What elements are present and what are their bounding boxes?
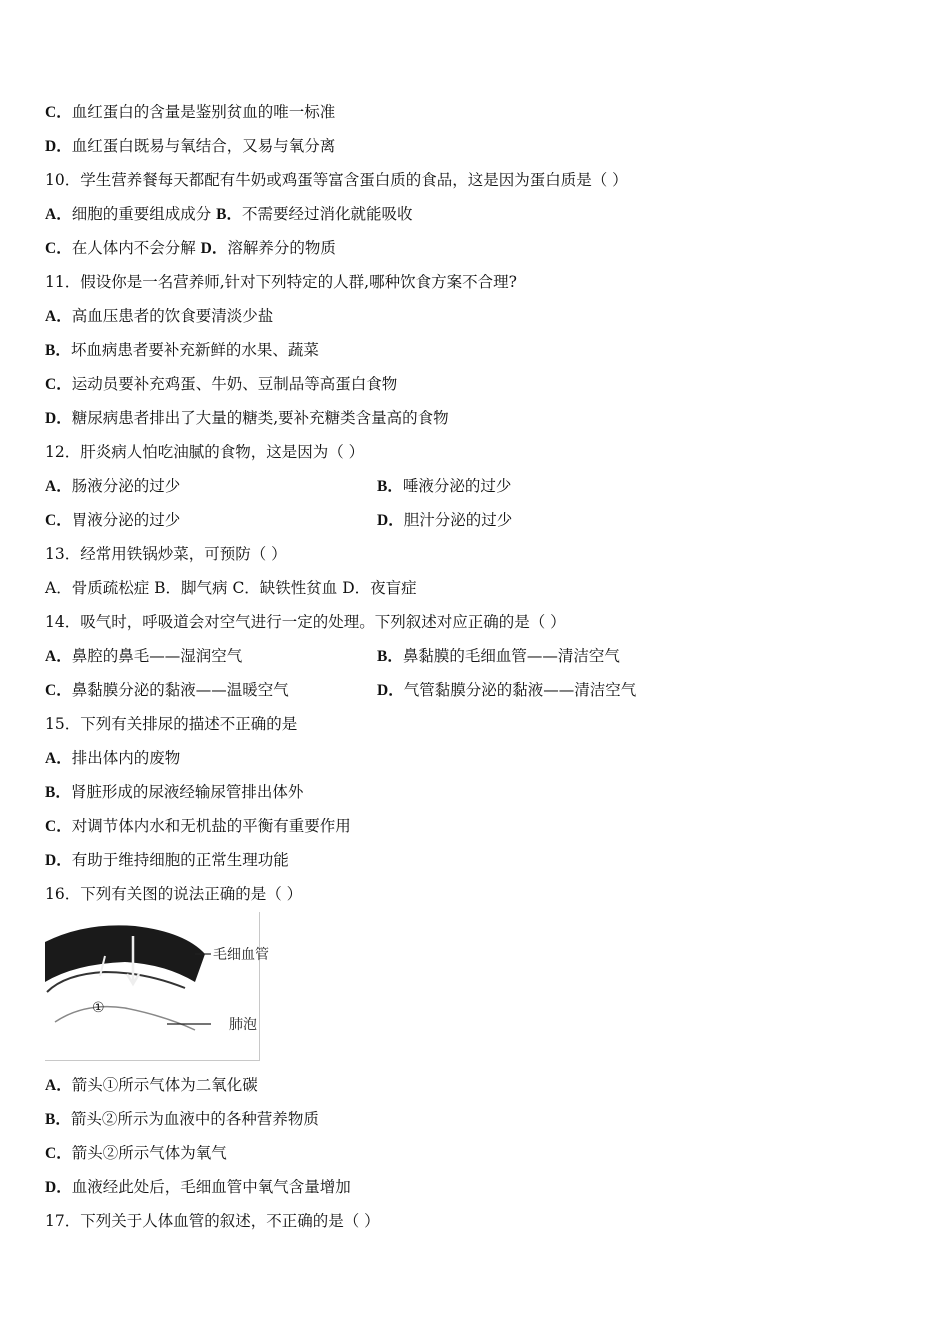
question-16: 16．下列有关图的说法正确的是（ ）	[45, 885, 303, 903]
alveolus-diagram	[45, 912, 269, 1060]
question-11: 11．假设你是一名营养师,针对下列特定的人群,哪种饮食方案不合理?	[45, 273, 517, 291]
alveolus-label: 肺泡	[229, 1017, 257, 1033]
alveolus-wall-line	[47, 972, 185, 992]
q10-options-ab: A．细胞的重要组成成分 B．不需要经过消化就能吸收	[45, 205, 413, 223]
question-10: 10．学生营养餐每天都配有牛奶或鸡蛋等富含蛋白质的食品，这是因为蛋白质是（ ）	[45, 171, 628, 189]
q15-option-b: B．肾脏形成的尿液经输尿管排出体外	[45, 783, 304, 801]
q12-options-row-1: A．肠液分泌的过少 B．唾液分泌的过少	[45, 477, 512, 495]
question-17: 17．下列关于人体血管的叙述，不正确的是（ ）	[45, 1212, 380, 1230]
question-15: 15．下列有关排尿的描述不正确的是	[45, 715, 298, 733]
q15-option-d: D．有助于维持细胞的正常生理功能	[45, 851, 289, 869]
q16-option-b: B．箭头②所示为血液中的各种营养物质	[45, 1110, 319, 1128]
q16-option-c: C．箭头②所示气体为氧气	[45, 1144, 227, 1162]
option-d-line: D．血红蛋白既易与氧结合，又易与氧分离	[45, 137, 336, 155]
q16-option-d: D．血液经此处后，毛细血管中氧气含量增加	[45, 1178, 351, 1196]
alveolus-capillary-figure	[45, 912, 269, 1061]
q11-option-b: B．坏血病患者要补充新鲜的水果、蔬菜	[45, 341, 319, 359]
q15-option-c: C．对调节体内水和无机盐的平衡有重要作用	[45, 817, 351, 835]
alveolus-wall-line-lower	[55, 1007, 195, 1030]
q14-options-row-2: C．鼻黏膜分泌的黏液——温暖空气 D．气管黏膜分泌的黏液——清洁空气	[45, 681, 637, 699]
q16-option-a: A．箭头①所示气体为二氧化碳	[45, 1076, 258, 1094]
q14-options-row-1: A．鼻腔的鼻毛——湿润空气 B．鼻黏膜的毛细血管——清洁空气	[45, 647, 620, 665]
q13-options: A．骨质疏松症 B．脚气病 C．缺铁性贫血 D．夜盲症	[45, 579, 417, 597]
q10-options-cd: C．在人体内不会分解 D．溶解养分的物质	[45, 239, 336, 257]
q12-options-row-2: C．胃液分泌的过少 D．胆汁分泌的过少	[45, 511, 513, 529]
q11-option-a: A．高血压患者的饮食要清淡少盐	[45, 307, 274, 325]
q11-option-d: D．糖尿病患者排出了大量的糖类,要补充糖类含量高的食物	[45, 409, 449, 427]
capillary-label: 毛细血管	[213, 947, 269, 963]
question-13: 13．经常用铁锅炒菜，可预防（ ）	[45, 545, 287, 563]
q11-option-c: C．运动员要补充鸡蛋、牛奶、豆制品等高蛋白食物	[45, 375, 398, 393]
marker-1-label: ①	[92, 1000, 105, 1016]
q15-option-a: A．排出体内的废物	[45, 749, 181, 767]
question-14: 14．吸气时，呼吸道会对空气进行一定的处理。下列叙述对应正确的是（ ）	[45, 613, 566, 631]
question-12: 12．肝炎病人怕吃油腻的食物，这是因为（ ）	[45, 443, 365, 461]
option-c-line: C．血红蛋白的含量是鉴别贫血的唯一标准	[45, 103, 336, 121]
